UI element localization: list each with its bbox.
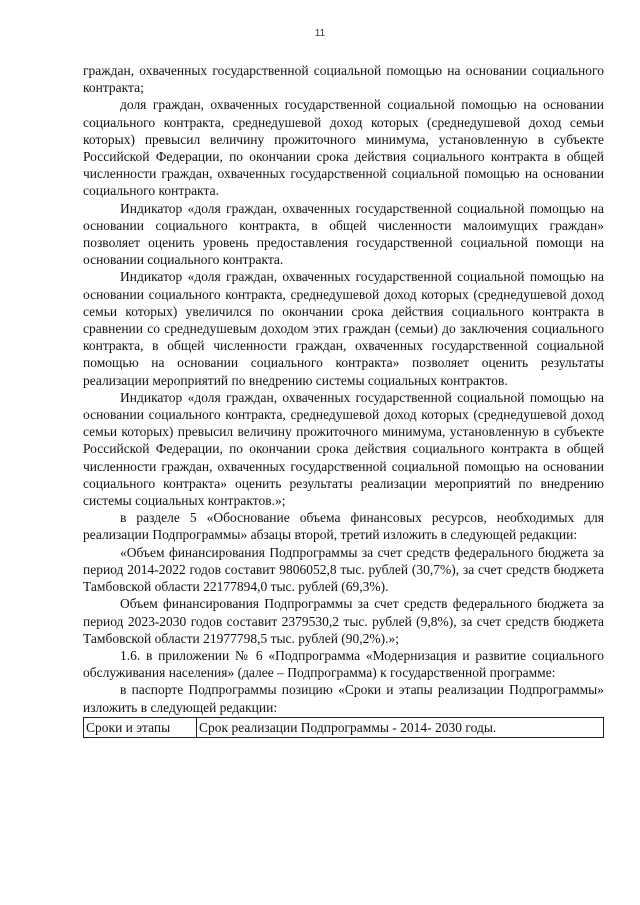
paragraph: Индикатор «доля граждан, охваченных государственной социальной помощью на основании социального контракта, среднедушевой доход которых (среднедушевой доход семьи которых) превысил величину прожиточного минимума, установленную в субъекте Российской Федерации, по окончании срока действия социального контракта в общей численности граждан, охваченных государственной социальной помощью на основании социального контракта» оценить результаты реализации мероприятий по внедрению системы социальных контрактов.»; (83, 389, 604, 509)
paragraph: доля граждан, охваченных государственной социальной помощью на основании социального контракта, среднедушевой доход которых (среднедушевой доход семьи которых) превысил величину прожиточного минимума, установленную в субъекте Российской Федерации, по окончании срока действия социального контракта в общей численности граждан, охваченных государственной социальной помощью на основании социального контракта. (83, 97, 604, 199)
paragraph: в разделе 5 «Обоснование объема финансовых ресурсов, необходимых для реализации Подпрограммы» абзацы второй, третий изложить в следующей редакции: (83, 510, 604, 543)
paragraph: Индикатор «доля граждан, охваченных государственной социальной помощью на основании социального контракта, в общей численности малоимущих граждан» позволяет оценить уровень предоставления государственной социальной помощи на основании социального контракта. (83, 200, 604, 268)
table-row (84, 717, 604, 737)
paragraph: Объем финансирования Подпрограммы за счет средств федерального бюджета за период 2023-2030 годов составит 2379530,2 тыс. рублей (9,8%), за счет средств бюджета Тамбовской области 21977798,5 тыс. рублей (90,2%).»; (83, 596, 604, 646)
paragraph: граждан, охваченных государственной социальной помощью на основании социального контракта; (83, 63, 604, 96)
page-number: 11 (314, 28, 326, 39)
paragraph: Индикатор «доля граждан, охваченных государственной социальной помощью на основании социального контракта, среднедушевой доход которых (среднедушевой доход семьи которых) увеличился по окончании срока действия социального контракта в сравнении со среднедушевым доходом этих граждан (семьи) до заключения социального контракта, в общей численности граждан, охваченных государственной социальной помощью на основании социального контракта» позволяет оценить результаты реализации мероприятий по внедрению системы социальных контрактов. (83, 269, 604, 388)
passport-table (83, 717, 604, 738)
paragraph: 1.6. в приложении № 6 «Подпрограмма «Модернизация и развитие социального обслуживания населения» (далее – Подпрограмма) к государственной программе: (83, 647, 604, 681)
paragraph: в паспорте Подпрограммы позицию «Сроки и этапы реализации Подпрограммы» изложить в следующей редакции: (83, 682, 604, 715)
table-value-cell: Срок реализации Подпрограммы - 2014- 2030 годы. (197, 717, 604, 737)
paragraph: «Объем финансирования Подпрограммы за счет средств федерального бюджета за период 2014-2022 годов составит 9806052,8 тыс. рублей (30,7%), за счет средств бюджета Тамбовской области 22177894,0 тыс. рублей (69,3%). (83, 544, 604, 595)
table-label-cell: Сроки и этапы (84, 717, 197, 737)
document-body (83, 62, 604, 738)
